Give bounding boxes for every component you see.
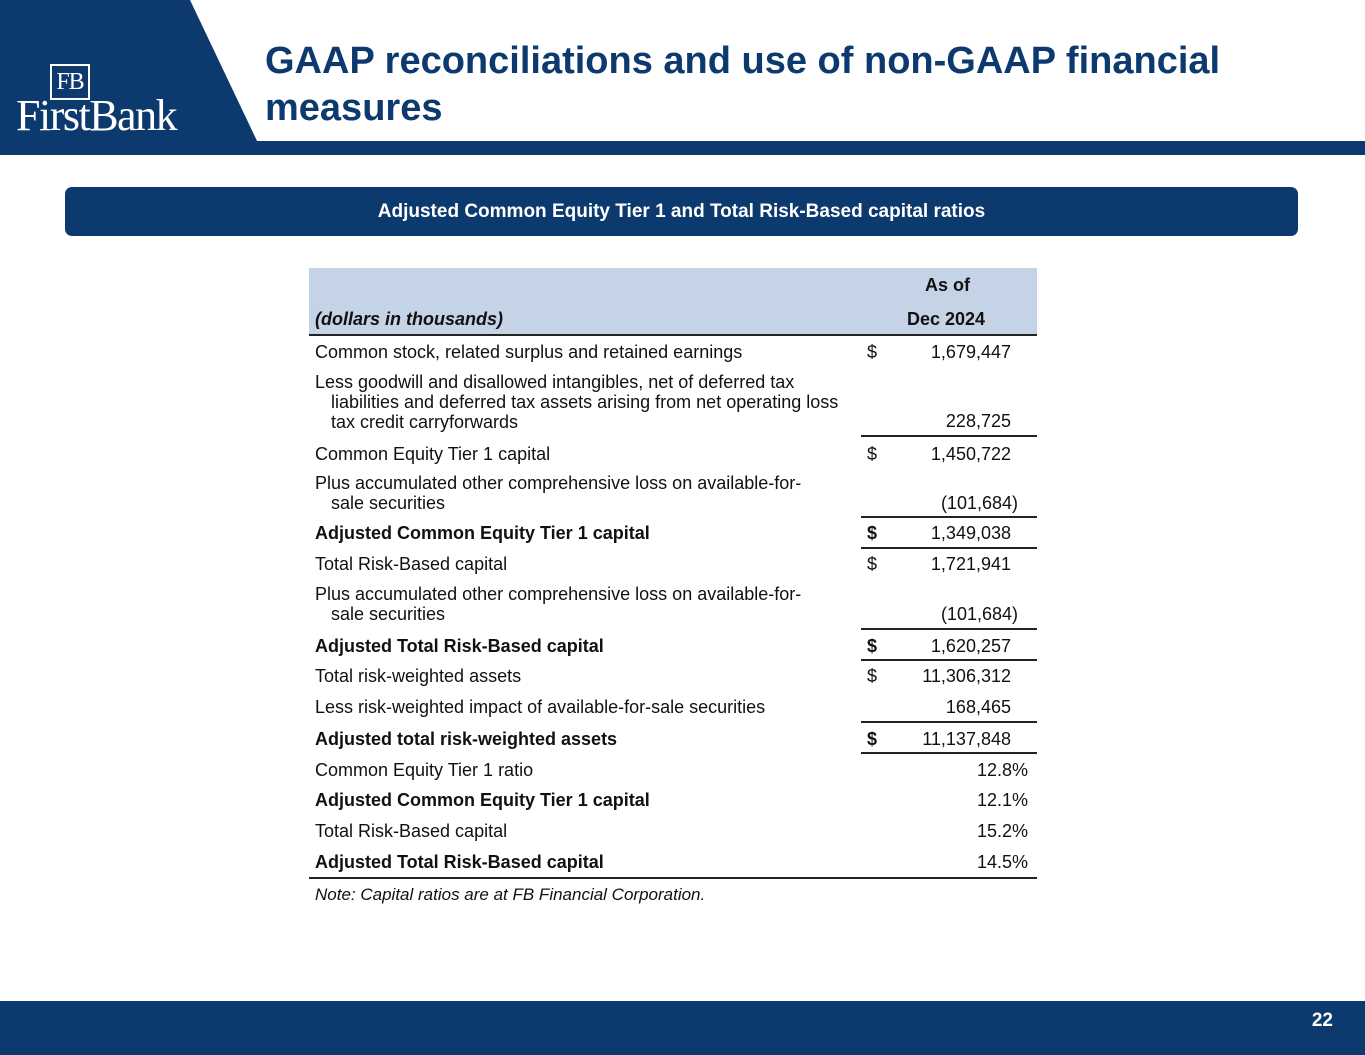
table-header (309, 268, 1037, 336)
row-label: Common Equity Tier 1 capital (315, 444, 551, 464)
row-value: 1,620,257 (930, 636, 1011, 656)
row-value: 1,349,038 (930, 523, 1011, 543)
row-label-text: Plus accumulated other comprehensive loss on available-for- (315, 584, 802, 604)
row-currency: $ (867, 729, 878, 749)
row-currency: $ (867, 666, 878, 686)
capital-ratio-table (309, 268, 1037, 905)
row-label: Total Risk-Based capital (315, 554, 508, 574)
table-row (309, 467, 1037, 517)
row-label (315, 372, 850, 432)
row-value: (101,684) (940, 493, 1018, 513)
row-currency: $ (867, 636, 878, 656)
row-value: 15.2% (976, 821, 1028, 841)
row-label: Adjusted Total Risk-Based capital (315, 636, 604, 656)
row-label: Adjusted total risk-weighted assets (315, 729, 618, 749)
header-period: Dec 2024 (907, 309, 986, 329)
row-label-continued: sale securities (331, 493, 446, 513)
row-label-continued: liabilities and deferred tax assets arising from net operating loss tax credit carryforwards (331, 392, 839, 432)
row-value: 12.1% (976, 790, 1028, 810)
table-row (309, 367, 1037, 436)
row-label: Common Equity Tier 1 ratio (315, 760, 534, 780)
row-value: 14.5% (976, 852, 1028, 872)
header-rule (0, 141, 1365, 155)
logo-monogram: FB (50, 64, 90, 100)
row-value: 1,679,447 (930, 342, 1011, 362)
header-units: (dollars in thousands) (315, 309, 504, 329)
table-row (309, 815, 1037, 846)
table-row (309, 691, 1037, 722)
logo-wordmark: FirstBank (16, 91, 177, 140)
table-row (309, 784, 1037, 815)
table-row (309, 629, 1037, 660)
table-row (309, 722, 1037, 753)
table-row (309, 753, 1037, 784)
section-header (65, 187, 1298, 236)
table-row (309, 548, 1037, 579)
row-label: Adjusted Common Equity Tier 1 capital (315, 790, 650, 810)
table-note: Note: Capital ratios are at FB Financial Corporation. (315, 885, 706, 904)
row-label-continued: sale securities (331, 604, 446, 624)
page-number: 22 (1311, 1010, 1333, 1031)
section-title: Adjusted Common Equity Tier 1 and Total Risk-Based capital ratios (377, 200, 986, 222)
row-label (315, 584, 850, 624)
row-label-text: Less goodwill and disallowed intangibles, net of deferred tax (315, 372, 795, 392)
row-value: 1,450,722 (930, 444, 1011, 464)
table-row (309, 436, 1037, 467)
row-value: 11,306,312 (922, 666, 1011, 686)
header-as-of: As of (925, 275, 970, 295)
row-currency: $ (867, 523, 878, 543)
row-value: 12.8% (976, 760, 1028, 780)
row-label: Total Risk-Based capital (315, 821, 508, 841)
row-label: Adjusted Total Risk-Based capital (315, 852, 604, 872)
table-row (309, 517, 1037, 548)
row-label: Common stock, related surplus and retained earnings (315, 342, 743, 362)
row-value: 11,137,848 (922, 729, 1011, 749)
row-value: 168,465 (945, 697, 1011, 717)
table-row (309, 846, 1037, 877)
table-row (309, 336, 1037, 367)
row-value: 228,725 (945, 411, 1011, 431)
row-currency: $ (867, 554, 878, 574)
footer-bar (0, 1001, 1365, 1055)
row-currency: $ (867, 342, 878, 362)
row-value: 1,721,941 (930, 554, 1011, 574)
row-label (315, 473, 850, 513)
row-label-text: Plus accumulated other comprehensive loss on available-for- (315, 473, 802, 493)
row-label: Less risk-weighted impact of available-for-sale securities (315, 697, 766, 717)
row-label: Adjusted Common Equity Tier 1 capital (315, 523, 650, 543)
row-label: Total risk-weighted assets (315, 666, 522, 686)
row-value: (101,684) (940, 604, 1018, 624)
page-title: GAAP reconciliations and use of non-GAAP financial measures (265, 40, 1221, 129)
table-row (309, 660, 1037, 691)
row-currency: $ (867, 444, 878, 464)
table-row (309, 579, 1037, 629)
